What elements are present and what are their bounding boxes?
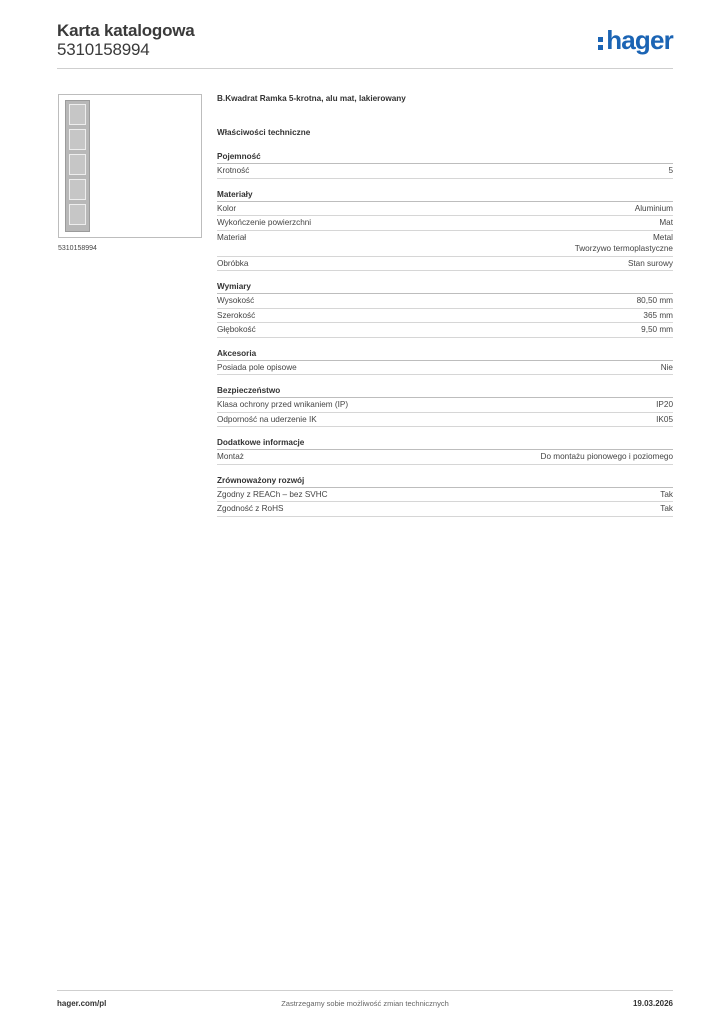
spec-value [541, 451, 673, 463]
spec-row [217, 361, 673, 376]
spec-value-line: 9,50 mm [641, 325, 673, 334]
spec-value [637, 295, 673, 307]
spec-row [217, 413, 673, 428]
spec-label: Posiada pole opisowe [217, 362, 297, 372]
spec-value [656, 399, 673, 411]
spec-row [217, 216, 673, 231]
spec-label: Wysokość [217, 296, 255, 305]
spec-row [217, 202, 673, 217]
spec-value [575, 232, 673, 255]
spec-section [217, 151, 673, 179]
spec-label: Odporność na uderzenie IK [217, 414, 317, 424]
spec-label: Obróbka [217, 258, 249, 268]
spec-value-line: 80,50 mm [636, 296, 673, 305]
spec-value [660, 489, 673, 501]
spec-row [217, 323, 673, 338]
spec-value-line: IK05 [656, 414, 673, 424]
spec-value-line: 365 mm [643, 310, 673, 320]
spec-value [635, 203, 673, 215]
spec-value [659, 217, 673, 229]
hager-logo [597, 27, 673, 53]
document-number: 5310158994 [57, 40, 150, 59]
spec-row [217, 502, 673, 517]
spec-value-line: 5 [668, 166, 673, 175]
spec-label: Wykończenie powierzchni [217, 218, 312, 227]
section-title: Pojemność [217, 151, 673, 164]
spec-section [217, 281, 673, 338]
spec-label: Klasa ochrony przed wnikaniem (IP) [217, 400, 349, 409]
spec-row [217, 294, 673, 309]
spec-row [217, 257, 673, 272]
section-title: Dodatkowe informacje [217, 437, 673, 450]
spec-value [656, 414, 673, 426]
spec-row [217, 231, 673, 257]
section-title: Materiały [217, 189, 673, 202]
spec-label: Kolor [217, 203, 237, 213]
spec-row [217, 398, 673, 413]
spec-label: Montaż [217, 452, 244, 461]
spec-value-line: Mat [659, 218, 673, 227]
logo-dots-icon [597, 32, 605, 52]
spec-value [643, 310, 673, 322]
spec-value-line: Tak [660, 489, 673, 499]
footer-disclaimer: Zastrzegamy sobie możliwość zmian technicznych [281, 999, 449, 1008]
spec-value [660, 503, 673, 515]
spec-section [217, 437, 673, 465]
spec-value-line: Aluminium [634, 203, 673, 213]
page-header [57, 20, 673, 69]
spec-row [217, 450, 673, 465]
image-caption: 5310158994 [58, 245, 97, 252]
spec-value-line: Do montażu pionowego i poziomego [540, 452, 673, 461]
spec-label: Szerokość [217, 310, 256, 320]
page-footer [57, 990, 673, 1015]
technical-properties-heading: Właściwości techniczne [217, 128, 311, 137]
spec-row [217, 164, 673, 179]
document-title: Karta katalogowa [57, 21, 195, 40]
spec-sections [217, 151, 673, 517]
spec-section [217, 189, 673, 272]
spec-label: Głębokość [217, 325, 256, 334]
spec-value-line: Metal [652, 232, 673, 242]
spec-content [217, 94, 673, 527]
spec-section [217, 475, 673, 517]
spec-value-line: Nie [660, 362, 673, 372]
product-name: B.Kwadrat Ramka 5-krotna, alu mat, lakierowany [217, 94, 406, 103]
footer-website: hager.com/pl [57, 999, 107, 1008]
spec-value-line: Stan surowy [627, 258, 673, 268]
spec-value [661, 362, 673, 374]
product-image [58, 94, 202, 238]
section-title: Wymiary [217, 281, 673, 294]
spec-label: Zgodność z RoHS [217, 504, 284, 513]
spec-section [217, 385, 673, 427]
section-title: Zrównoważony rozwój [217, 475, 673, 488]
spec-label: Zgodny z REACh – bez SVHC [217, 489, 328, 499]
spec-label: Materiał [217, 232, 247, 242]
logo-text: hager [606, 25, 673, 55]
spec-value-line: Tworzywo termoplastyczne [574, 244, 673, 253]
frame-5-gang-illustration [65, 100, 90, 232]
footer-date: 19.03.2026 [632, 999, 673, 1008]
section-title: Bezpieczeństwo [217, 385, 673, 398]
section-title: Akcesoria [217, 348, 673, 361]
spec-value [641, 324, 673, 336]
spec-section [217, 348, 673, 376]
spec-label: Krotność [217, 166, 250, 175]
spec-row [217, 309, 673, 324]
spec-value-line: IP20 [656, 400, 673, 409]
spec-value-line: Tak [660, 504, 673, 513]
spec-value [628, 258, 673, 270]
spec-row [217, 488, 673, 503]
spec-value [668, 165, 673, 177]
